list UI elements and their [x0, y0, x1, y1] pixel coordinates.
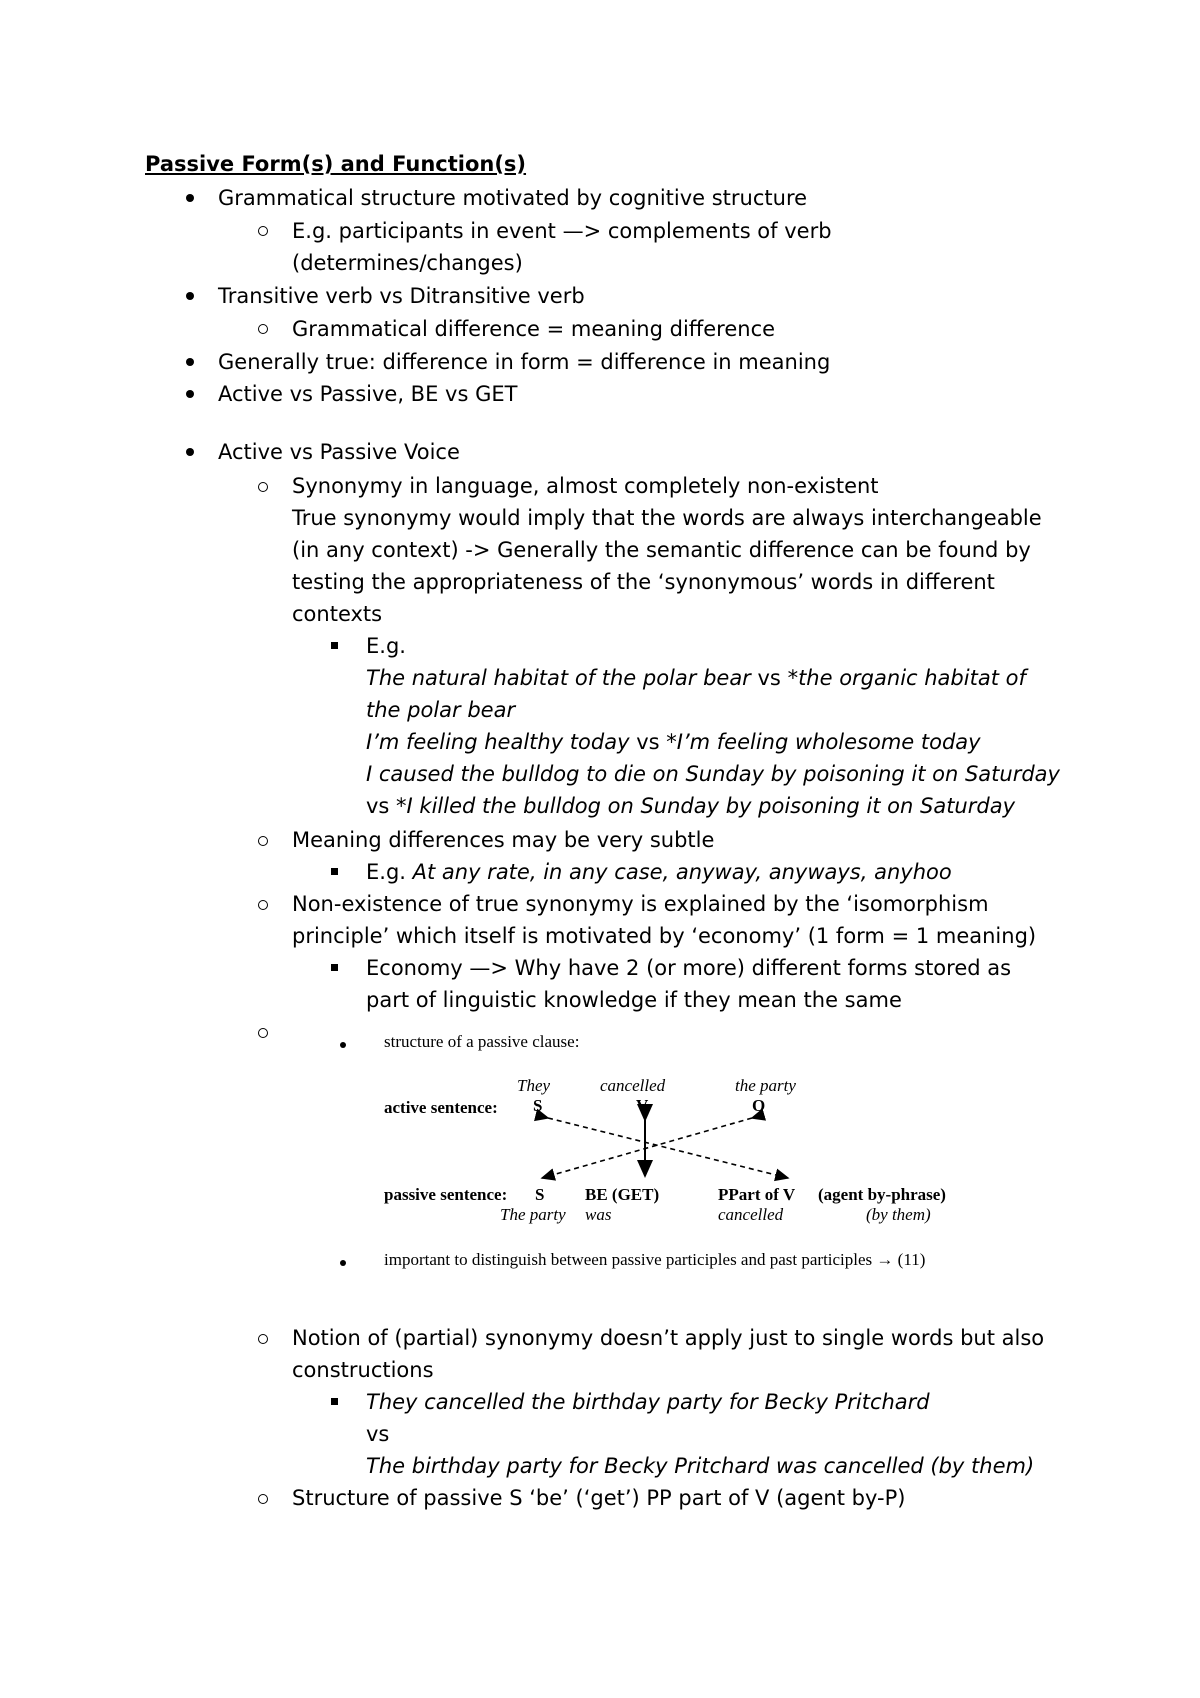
page-title: Passive Form(s) and Function(s): [145, 152, 527, 176]
diagram-s-bottom: S: [535, 1185, 545, 1204]
bullet-text: Active vs Passive Voice: [218, 440, 460, 464]
diagram-they: They: [517, 1076, 551, 1095]
square-bullet-icon: [331, 964, 338, 971]
vs-text: vs: [366, 794, 397, 818]
paragraph-line: True synonymy would imply that the words are always interchangeable: [292, 506, 1042, 530]
bullet-dot-icon: [186, 358, 194, 366]
diagram-note: important to distinguish between passive participles and past participles → (11): [384, 1250, 926, 1269]
diagram-cancelled-top: cancelled: [600, 1076, 666, 1095]
example-line: The birthday party for Becky Pritchard was cancelled (by them): [366, 1454, 1035, 1478]
sub-bullet-text: Non-existence of true synonymy is explained by the ‘isomorphism: [292, 892, 989, 916]
vs-text: vs: [629, 730, 667, 754]
example-line: I caused the bulldog to die on Sunday by poisoning it on Saturday: [366, 762, 1060, 786]
square-bullet-icon: [331, 642, 338, 649]
example-label: E.g.: [366, 634, 406, 658]
diagram-agent: (agent by-phrase): [818, 1185, 946, 1204]
sub-bullet-circle-icon: [258, 900, 268, 910]
diagram-be-get: BE (GET): [585, 1185, 660, 1204]
example-line: part of linguistic knowledge if they mean the same: [366, 988, 902, 1012]
arrow-s-to-ppart: [548, 1118, 788, 1178]
example-line: [366, 790, 1015, 822]
bullet-text: Generally true: difference in form = difference in meaning: [218, 350, 831, 374]
sub-bullet-text: Structure of passive S ‘be’ (‘get’) PP part of V (agent by-P): [292, 1486, 906, 1510]
example-label: E.g.: [366, 860, 413, 884]
sub-bullet-text: Grammatical difference = meaning difference: [292, 317, 776, 341]
diagram-the-party-top: the party: [735, 1076, 796, 1095]
diagram-bullet-icon: [340, 1042, 346, 1048]
square-bullet-icon: [331, 868, 338, 875]
paragraph-line: contexts: [292, 602, 383, 626]
diagram-ppart: PPart of V: [718, 1185, 796, 1204]
paragraph-line: testing the appropriateness of the ‘synonymous’ words in different: [292, 570, 995, 594]
sub-bullet-circle-icon: [258, 226, 268, 236]
bullet-dot-icon: [186, 448, 194, 456]
example-line: [366, 662, 1026, 694]
arrow-o-to-s: [542, 1118, 752, 1178]
example-italic: *I killed the bulldog on Sunday by poisoning it on Saturday: [396, 794, 1015, 818]
vs-text: vs: [750, 666, 788, 690]
example-italic: I’m feeling healthy today: [366, 730, 630, 754]
example-line: [366, 726, 981, 758]
sub-bullet-circle-icon: [258, 324, 268, 334]
diagram-the-party-bottom: The party: [500, 1205, 566, 1224]
diagram-bullet-icon: [340, 1260, 346, 1266]
sub-bullet-circle-icon: [258, 836, 268, 846]
sub-bullet-circle-icon: [258, 1334, 268, 1344]
diagram-s-top: S: [533, 1096, 543, 1115]
example-line: They cancelled the birthday party for Becky Pritchard: [366, 1390, 930, 1414]
sub-bullet-circle-icon: [258, 1028, 268, 1038]
diagram-passive-label: passive sentence:: [384, 1185, 508, 1204]
paragraph-line: principle’ which itself is motivated by ‘economy’ (1 form = 1 meaning): [292, 924, 1037, 948]
example-italic: At any rate, in any case, anyway, anyways, anyhoo: [412, 860, 952, 884]
bullet-dot-icon: [186, 292, 194, 300]
sub-bullet-text: E.g. participants in event —> complements of verb: [292, 219, 832, 243]
diagram-by-them: (by them): [866, 1205, 931, 1224]
sub-bullet-text-continued: (determines/changes): [292, 251, 523, 275]
example-italic: *the organic habitat of: [787, 666, 1026, 690]
sub-bullet-circle-icon: [258, 1494, 268, 1504]
sub-bullet-text: Meaning differences may be very subtle: [292, 828, 715, 852]
bullet-text: Grammatical structure motivated by cognitive structure: [218, 186, 808, 210]
diagram-was: was: [585, 1205, 612, 1224]
bullet-dot-icon: [186, 390, 194, 398]
diagram-active-label: active sentence:: [384, 1098, 498, 1117]
square-bullet-icon: [331, 1398, 338, 1405]
example-line: the polar bear: [366, 698, 516, 722]
bullet-text: Transitive verb vs Ditransitive verb: [218, 284, 585, 308]
diagram-v-top: V: [636, 1096, 649, 1115]
bullet-text: Active vs Passive, BE vs GET: [218, 382, 518, 406]
example-line: Economy —> Why have 2 (or more) different forms stored as: [366, 956, 1012, 980]
example-italic: The natural habitat of the polar bear: [366, 666, 751, 690]
paragraph-line: (in any context) -> Generally the semantic difference can be found by: [292, 538, 1031, 562]
diagram-o-top: O: [752, 1096, 766, 1115]
paragraph-line: constructions: [292, 1358, 434, 1382]
vs-text: vs: [366, 1422, 390, 1446]
sub-bullet-circle-icon: [258, 482, 268, 492]
diagram-heading: structure of a passive clause:: [384, 1032, 580, 1051]
example-line: [366, 856, 952, 888]
example-italic: *I’m feeling wholesome today: [666, 730, 981, 754]
sub-bullet-text: Notion of (partial) synonymy doesn’t apply just to single words but also: [292, 1326, 1045, 1350]
diagram-cancelled-bottom: cancelled: [718, 1205, 784, 1224]
sub-bullet-text: Synonymy in language, almost completely non-existent: [292, 474, 879, 498]
bullet-dot-icon: [186, 194, 194, 202]
